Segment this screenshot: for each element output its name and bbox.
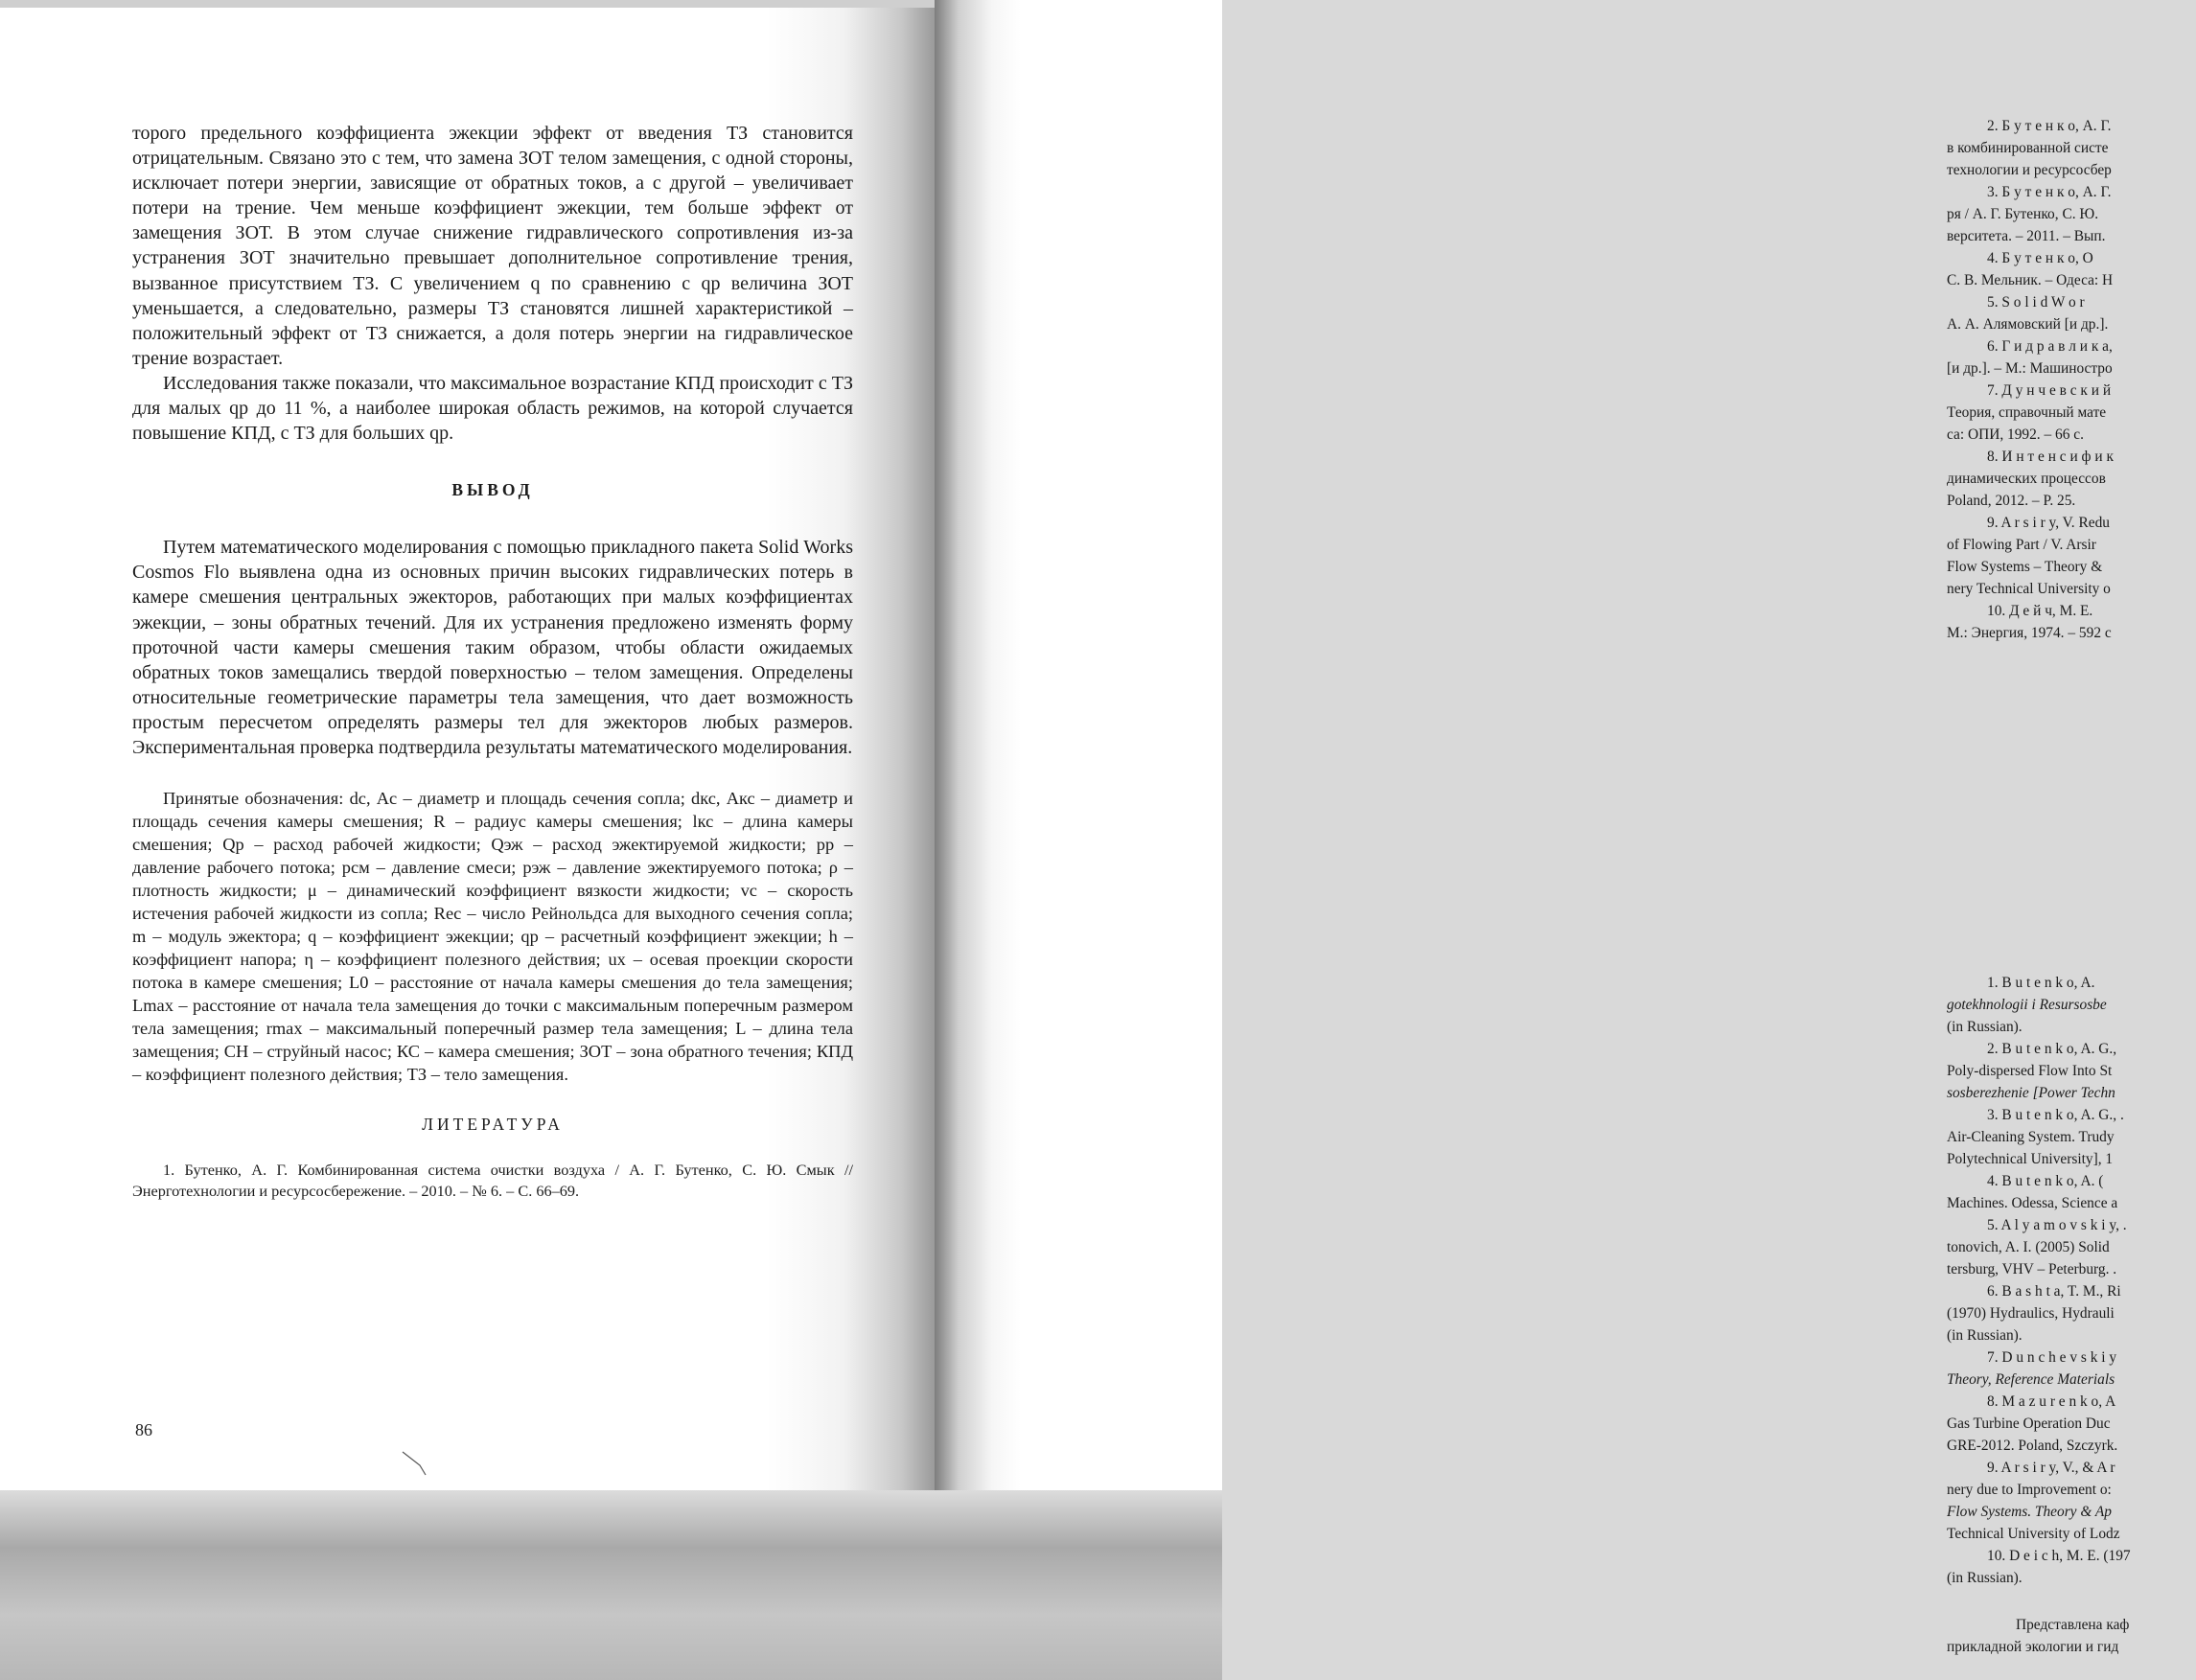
right-page-line: Air-Cleaning System. Trudy	[1947, 1129, 2115, 1145]
conclusion-paragraph: Путем математического моделирования с помощью прикладного пакета Solid Works Cosmos Flo выявлена одна из основных причин высоких гидравлических потерь в камере смешения центральных эжекторов, работающих при малых коэффициентах эжекции, – зоны обратных течений. Для их устранения предложено изменять форму проточной части камеры смешения таким образом, чтобы области ожидаемых обратных токов замещались твердой поверхностью – телом замещения. Определены относительные геометрические параметры тела замещения, что дает возможность простым пересчетом определять размеры тел для эжекторов любых размеров. Экспериментальная проверка подтвердила результаты математического моделирования.	[132, 537, 853, 758]
right-page-line: 6. Г и д р а в л и к а,	[1987, 338, 2113, 355]
right-page-line: 1. B u t e n k o, A.	[1987, 975, 2095, 991]
right-page-line: 4. Б у т е н к о, О	[1987, 250, 2093, 266]
right-page-line: nery Technical University o	[1947, 581, 2111, 597]
right-page-line: 2. Б у т е н к о, А. Г.	[1987, 118, 2112, 134]
right-page-line: 3. Б у т е н к о, А. Г.	[1987, 184, 2112, 200]
right-page-line: прикладной экологии и гид	[1947, 1639, 2119, 1655]
conclusion-heading: ВЫВОД	[451, 480, 534, 500]
scanner-bed-bottom	[0, 1490, 1222, 1680]
pen-mark-icon	[401, 1450, 429, 1479]
right-page-line: 9. A r s i r y, V. Redu	[1987, 515, 2110, 531]
right-page-line: GRE-2012. Poland, Szczyrk.	[1947, 1438, 2118, 1454]
right-page-line: динамических процессов	[1947, 471, 2106, 487]
right-page-line: Theory, Reference Materials	[1947, 1371, 2115, 1388]
right-page-line: Polytechnical University], 1	[1947, 1151, 2114, 1167]
right-page-line: ря / А. Г. Бутенко, С. Ю.	[1947, 206, 2099, 222]
right-page-line: 8. M a z u r e n k o, A	[1987, 1393, 2116, 1410]
right-page-line: nery due to Improvement o:	[1947, 1482, 2112, 1498]
right-page-line: 8. И н т е н с и ф и к	[1987, 449, 2114, 465]
right-page-line: of Flowing Part / V. Arsir	[1947, 537, 2096, 553]
references-heading: ЛИТЕРАТУРА	[422, 1115, 564, 1135]
right-page-line: 4. B u t e n k o, A. (	[1987, 1173, 2104, 1189]
left-page	[0, 8, 935, 1498]
right-page-line: Flow Systems. Theory & Ap	[1947, 1504, 2112, 1520]
right-page-line: (in Russian).	[1947, 1327, 2023, 1344]
right-page-line: М.: Энергия, 1974. – 592 с	[1947, 625, 2112, 641]
right-page-line: Gas Turbine Operation Duc	[1947, 1415, 2111, 1432]
left-page-text-column	[132, 121, 853, 1202]
right-page-line: технологии и ресурсосбер	[1947, 162, 2112, 178]
right-page-line: Теория, справочный мате	[1947, 404, 2107, 421]
right-page-line: 9. A r s i r y, V., & A r	[1987, 1460, 2115, 1476]
right-page-line: Poland, 2012. – P. 25.	[1947, 493, 2076, 509]
page-number: 86	[135, 1420, 152, 1439]
right-page-line: tonovich, A. I. (2005) Solid	[1947, 1239, 2110, 1255]
right-page-line: Flow Systems – Theory &	[1947, 559, 2103, 575]
right-page-line: (1970) Hydraulics, Hydrauli	[1947, 1305, 2115, 1322]
right-page-line: С. В. Мельник. – Одеса: Н	[1947, 272, 2114, 288]
right-page-line: gotekhnologii i Resursosbe	[1947, 997, 2107, 1013]
right-page-line: 6. B a s h t a, T. M., Ri	[1987, 1283, 2121, 1300]
right-page-line: Machines. Odessa, Science a	[1947, 1195, 2118, 1211]
right-page-line: [и др.]. – М.: Машиностро	[1947, 360, 2113, 377]
right-page-line: 10. Д е й ч, М. Е.	[1987, 603, 2093, 619]
right-page-line: са: ОПИ, 1992. – 66 с.	[1947, 426, 2084, 443]
right-page-line: 3. B u t e n k o, A. G., .	[1987, 1107, 2124, 1123]
right-page-line: (in Russian).	[1947, 1019, 2023, 1035]
right-page-line: tersburg, VHV – Peterburg. .	[1947, 1261, 2117, 1277]
right-page-line: 5. S o l i d W o r	[1987, 294, 2085, 311]
right-page-line: Представлена каф	[2016, 1617, 2130, 1633]
right-page-line: верситета. – 2011. – Вып.	[1947, 228, 2106, 244]
right-page-line: sosberezhenie [Power Techn	[1947, 1085, 2115, 1101]
body-paragraph-2: Исследования также показали, что максимальное возрастание КПД происходит с ТЗ для малых qр до 11 %, а наиболее широкая область режимов, на которой случается повышение КПД, с ТЗ для больших qр.	[132, 372, 853, 445]
right-page-line: 7. Д у н ч е в с к и й	[1987, 382, 2112, 399]
reference-item-1: 1. Бутенко, А. Г. Комбинированная система очистки воздуха / А. Г. Бутенко, С. Ю. Смык // Энерготехнологии и ресурсосбережение. – 2010. – № 6. – С. 66–69.	[132, 1161, 853, 1201]
right-page-line: 2. B u t e n k o, A. G.,	[1987, 1041, 2117, 1057]
right-page-line: 5. A l y a m o v s k i y, .	[1987, 1217, 2127, 1233]
right-page-line: Poly-dispersed Flow Into St	[1947, 1063, 2113, 1079]
right-page-line: 7. D u n c h e v s k i y	[1987, 1349, 2117, 1366]
right-page-line: (in Russian).	[1947, 1570, 2023, 1586]
notation-paragraph: Принятые обозначения: dс, Aс – диаметр и площадь сечения сопла; dкс, Aкс – диаметр и площадь сечения камеры смешения; R – радиус камеры смешения; lкс – длина камеры смешения; Qр – расход рабочей жидкости; Qэж – расход эжектируемой жидкости; pр – давление рабочего потока; pсм – давление смеси; pэж – давление эжектируемого потока; ρ – плотность жидкости; μ – динамический коэффициент вязкости жидкости; vс – скорость истечения рабочей жидкости из сопла; Reс – число Рейнольдса для выходного сечения сопла; m – модуль эжектора; q – коэффициент эжекции; qр – расчетный коэффициент эжекции; h – коэффициент напора; η – коэффициент полезного действия; ux – осевая проекции скорости потока в камере смешения; L0 – расстояние от начала камеры смешения до тела замещения; Lmax – расстояние от начала тела замещения до точки с максимальным поперечным размером тела замещения; rmax – максимальный поперечный размер тела замещения; L – длина тела замещения; СН – струйный насос; КС – камера смешения; ЗОТ – зона обратного течения; КПД – коэффициент полезного действия; ТЗ – тело замещения.	[132, 789, 853, 1085]
right-page-line: Technical University of Lodz	[1947, 1526, 2120, 1542]
right-page-line: в комбинированной систе	[1947, 140, 2109, 156]
body-paragraph-1: торого предельного коэффициента эжекции эффект от введения ТЗ становится отрицательным. Связано это с тем, что замена ЗОТ телом замещения, с одной стороны, исключает потери энергии, зависящие от обратных токов, а с другой – увеличивает потери на трение. Чем меньше коэффициент эжекции, тем больше эффект от замещения ЗОТ. В этом случае снижение гидравлического сопротивления из-за устранения ЗОТ значительно превышает дополнительное сопротивление трения, вызванное присутствием ТЗ. С увеличением q по сравнению с qр величина ЗОТ уменьшается, а следовательно, размеры ТЗ становятся лишней характеристикой – положительный эффект от ТЗ снижается, а доля потерь энергии на гидравлическое трение возрастает.	[132, 123, 853, 369]
right-page-line: 10. D e i c h, M. E. (197	[1987, 1548, 2131, 1564]
right-page-line: А. А. Алямовский [и др.].	[1947, 316, 2109, 333]
right-page	[935, 0, 2131, 1655]
